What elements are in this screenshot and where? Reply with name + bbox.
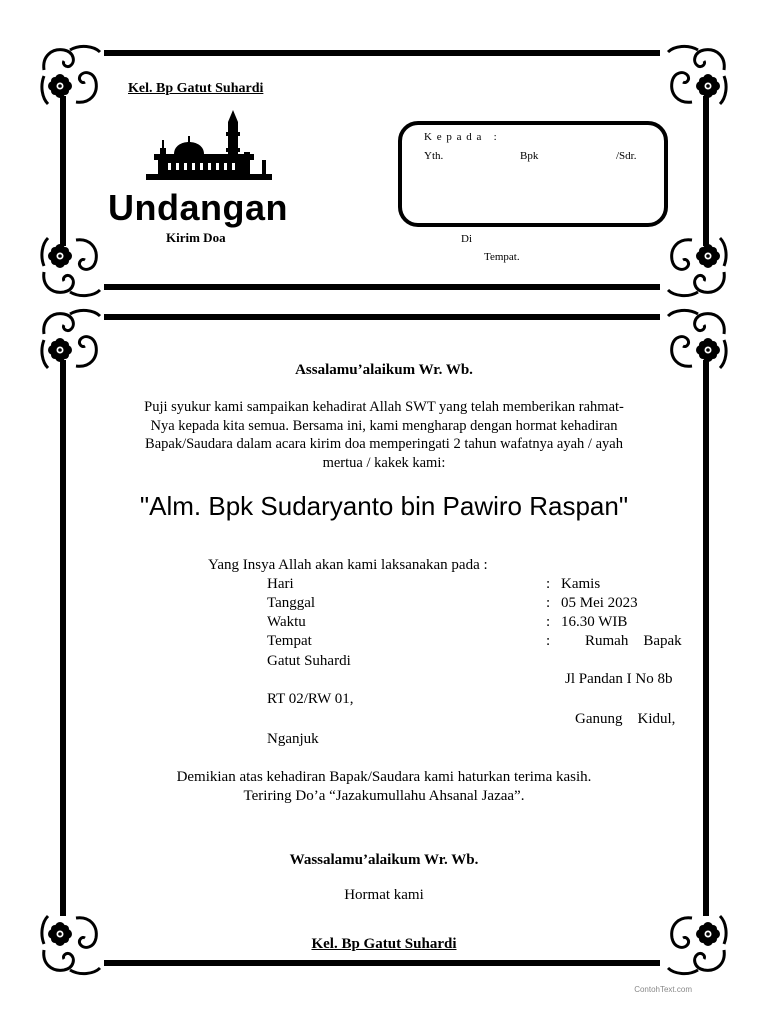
corner-ornament-icon	[40, 236, 104, 300]
invitation-subtitle: Kirim Doa	[166, 230, 226, 245]
place-line: RT 02/RW 01,	[267, 691, 354, 707]
regards: Hormat kami	[344, 887, 424, 903]
detail-sep: :	[546, 595, 551, 611]
schedule-intro: Yang Insya Allah akan kami laksanakan pada :	[208, 557, 488, 573]
detail-sep: :	[546, 576, 551, 592]
place-line: Ganung Kidul,	[575, 711, 676, 727]
detail-label-waktu: Waktu	[267, 614, 306, 630]
detail-sep: :	[546, 633, 551, 649]
place-line: Jl Pandan I No 8b	[565, 671, 673, 687]
detail-sep: :	[546, 614, 551, 630]
watermark-text: ContohText.com	[634, 985, 692, 994]
detail-label-hari: Hari	[267, 576, 294, 592]
farewell: Wassalamu’alaikum Wr. Wb.	[289, 852, 479, 868]
paragraph-line: Puji syukur kami sampaikan kehadirat Allah SWT yang telah memberikan rahmat-	[144, 399, 624, 415]
detail-value-tanggal: 05 Mei 2023	[561, 595, 638, 611]
deceased-name: "Alm. Bpk Sudaryanto bin Pawiro Raspan"	[139, 491, 629, 521]
main-frame-right-line	[703, 360, 709, 916]
tempat-label: Tempat.	[484, 251, 520, 263]
corner-ornament-icon	[664, 42, 728, 106]
sdr-label: /Sdr.	[616, 150, 637, 162]
bpk-label: Bpk	[520, 150, 539, 162]
detail-label-tanggal: Tanggal	[267, 595, 316, 611]
opening-paragraph	[66, 398, 702, 472]
corner-ornament-icon	[40, 42, 104, 106]
sender-name: Kel. Bp Gatut Suhardi	[128, 81, 264, 96]
invitation-title: Undangan	[108, 187, 288, 228]
corner-ornament-icon	[664, 306, 728, 370]
top-frame-bottom-line	[104, 284, 660, 290]
detail-value-tempat: Rumah Bapak	[585, 633, 682, 649]
detail-value-waktu: 16.30 WIB	[561, 614, 628, 630]
closing-line: Demikian atas kehadiran Bapak/Saudara kami haturkan terima kasih.	[176, 769, 592, 785]
di-label: Di	[461, 233, 472, 245]
main-frame-bottom-line	[104, 960, 660, 966]
yth-label: Yth.	[424, 150, 444, 162]
place-line: Gatut Suhardi	[267, 653, 351, 669]
detail-value-hari: Kamis	[561, 576, 601, 592]
corner-ornament-icon	[664, 236, 728, 300]
paragraph-line: Nya kepada kita semua. Bersama ini, kami mengharap dengan hormat kehadiran	[150, 417, 618, 434]
closing-line: Teriring Do’a “Jazakumullahu Ahsanal Jazaa”.	[243, 788, 525, 804]
top-frame-right-line	[703, 96, 709, 246]
main-frame-top-line	[104, 314, 660, 320]
top-frame-top-line	[104, 50, 660, 56]
greeting: Assalamu’alaikum Wr. Wb.	[295, 362, 473, 378]
corner-ornament-icon	[40, 306, 104, 370]
paragraph-line: mertua / kakek kami:	[322, 454, 446, 471]
mosque-icon	[144, 108, 272, 190]
place-line: Nganjuk	[267, 731, 319, 747]
kepada-label: K e p a d a :	[424, 131, 498, 143]
detail-label-tempat: Tempat	[267, 633, 312, 649]
paragraph-line: Bapak/Saudara dalam acara kirim doa memperingati 2 tahun wafatnya ayah / ayah	[145, 436, 623, 452]
top-frame-left-line	[60, 96, 66, 246]
signature: Kel. Bp Gatut Suhardi	[311, 936, 457, 952]
